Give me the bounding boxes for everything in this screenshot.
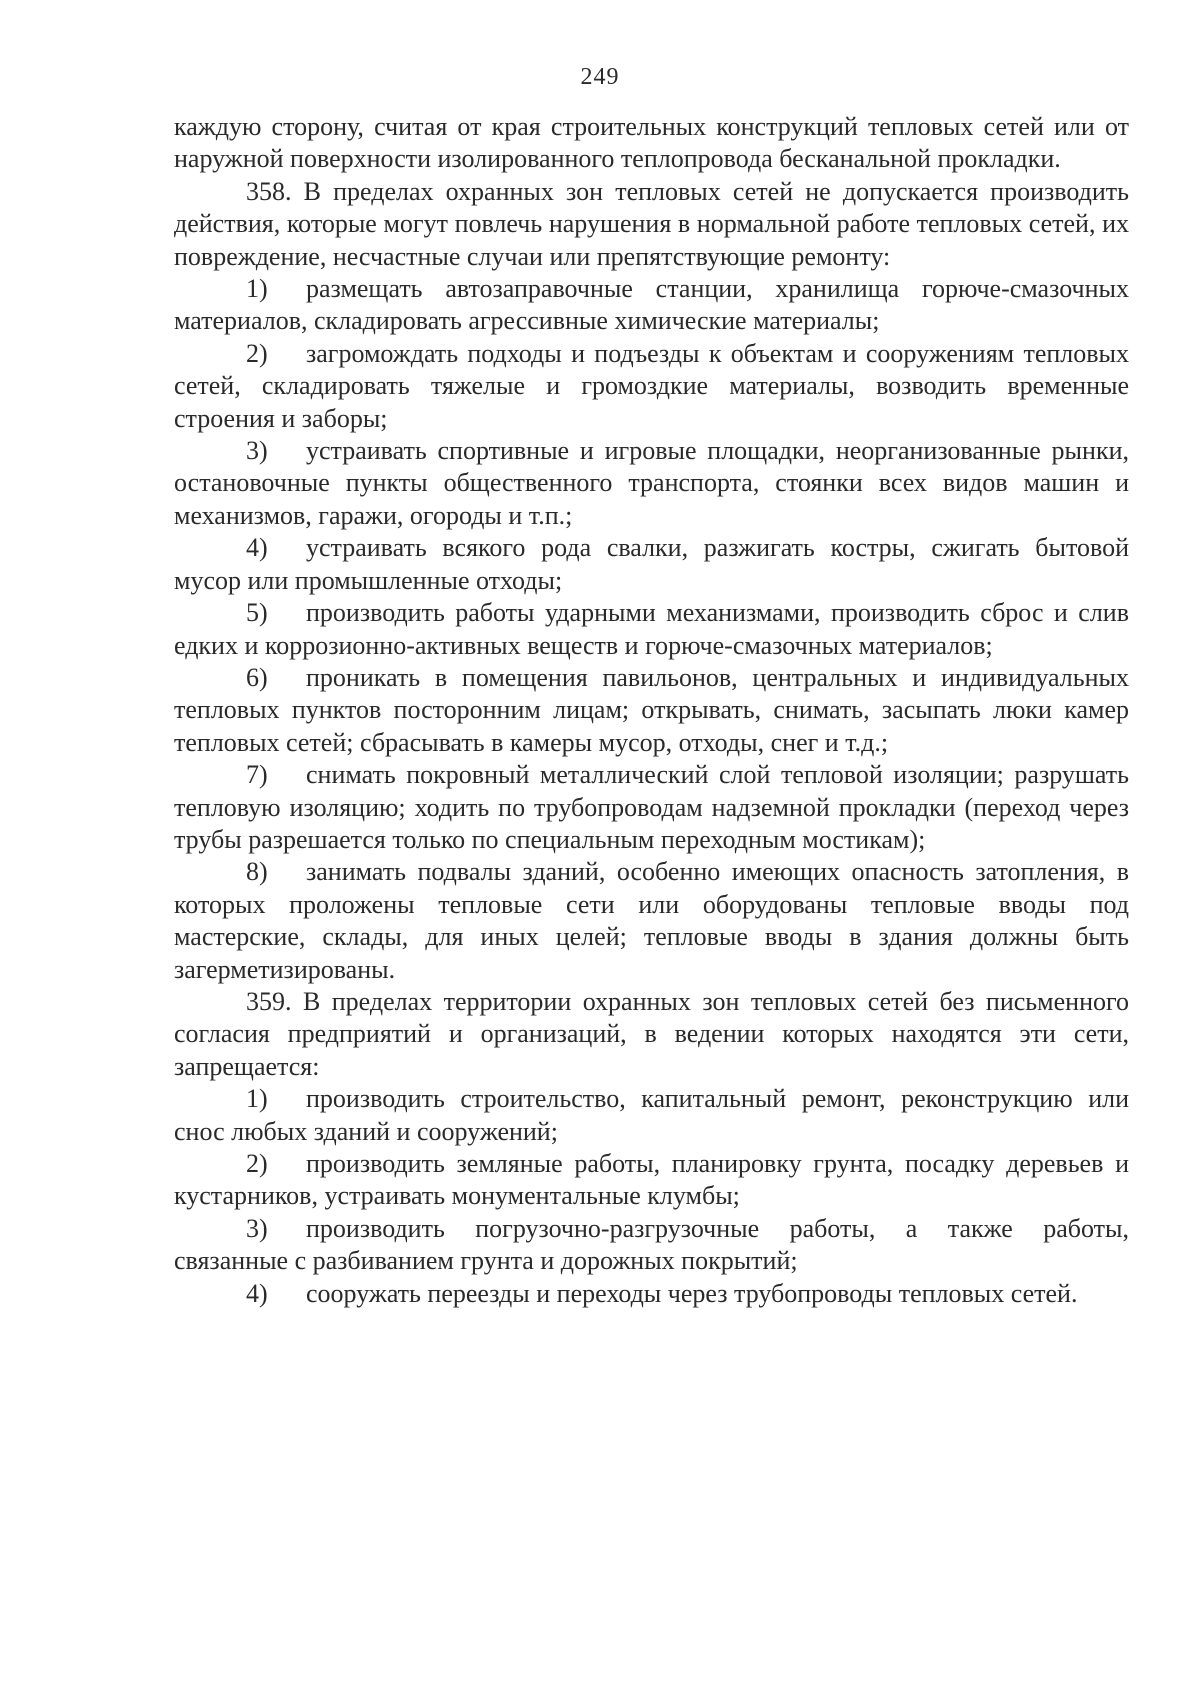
list-item-number: 5) (246, 598, 268, 628)
list-item-359-4 (174, 1278, 1129, 1310)
list-item-358-4 (174, 532, 1129, 597)
list-item-text: загромождать подходы и подъезды к объектам и сооружениям тепловых сетей, складировать тяжелые и громоздкие материалы, возводить временные строения и заборы; (174, 338, 1129, 433)
list-item-358-2 (174, 338, 1129, 435)
list-item-358-5 (174, 597, 1129, 662)
list-item-number: 3) (246, 1213, 268, 1243)
list-item-359-1 (174, 1083, 1129, 1148)
list-item-358-8 (174, 856, 1129, 986)
list-item-text: размещать автозаправочные станции, хранилища горюче-смазочных материалов, складировать агрессивные химические материалы; (174, 274, 1129, 336)
list-item-number: 7) (246, 760, 268, 790)
list-item-number: 4) (246, 533, 268, 563)
list-item-number: 4) (246, 1278, 268, 1308)
list-item-358-1 (174, 273, 1129, 338)
list-item-number: 1) (246, 1084, 268, 1114)
paragraph-text: 359. В пределах территории охранных зон тепловых сетей без письменного согласия предприятий и организаций, в ведении которых находятся эти сети, запрещается: (174, 986, 1129, 1081)
list-item-text: сооружать переезды и переходы через трубопроводы тепловых сетей. (306, 1278, 1078, 1308)
list-item-text: проникать в помещения павильонов, центральных и индивидуальных тепловых пунктов посторонним лицам; открывать, снимать, засыпать люки камер тепловых сетей; сбрасывать в камеры мусор, отходы, снег и т.д.; (174, 662, 1129, 757)
list-item-358-3 (174, 435, 1129, 532)
list-item-359-2 (174, 1148, 1129, 1213)
list-item-359-3 (174, 1213, 1129, 1278)
page-number: 249 (580, 64, 620, 90)
list-item-358-6 (174, 662, 1129, 759)
list-item-number: 8) (246, 857, 268, 887)
list-item-number: 6) (246, 662, 268, 692)
list-item-number: 2) (246, 1149, 268, 1178)
paragraph-358 (174, 176, 1129, 273)
list-item-text: устраивать всякого рода свалки, разжигать костры, сжигать бытовой мусор или промышленные отходы; (174, 533, 1129, 595)
list-item-text: производить работы ударными механизмами, производить сброс и слив едких и коррозионно-активных веществ и горюче-смазочных материалов; (174, 598, 1129, 660)
list-item-text: производить земляные работы, планировку грунта, посадку деревьев и кустарников, устраивать монументальные клумбы; (174, 1149, 1129, 1211)
paragraph-359 (174, 986, 1129, 1083)
list-item-text: производить строительство, капитальный ремонт, реконструкцию или снос любых зданий и сооружений; (174, 1084, 1129, 1146)
list-item-number: 1) (246, 274, 268, 304)
list-item-text: занимать подвалы зданий, особенно имеющих опасность затопления, в которых проложены тепловые сети или оборудованы тепловые вводы под мастерские, склады, для иных целей; тепловые вводы в здания должны быть загерметизированы. (174, 857, 1129, 984)
paragraph-text: 358. В пределах охранных зон тепловых сетей не допускается производить действия, которые могут повлечь нарушения в нормальной работе тепловых сетей, их повреждение, несчастные случаи или препятствующие ремонту: (174, 176, 1129, 271)
list-item-number: 2) (246, 338, 268, 368)
list-item-number: 3) (246, 436, 268, 466)
paragraph-continuation (174, 111, 1129, 176)
paragraph-text: каждую сторону, считая от края строительных конструкций тепловых сетей или от наружной поверхности изолированного теплопровода бесканальной прокладки. (174, 112, 1129, 174)
list-item-text: снимать покровный металлический слой тепловой изоляции; разрушать тепловую изоляцию; ходить по трубопроводам надземной прокладки (переход через трубы разрешается только по специальным переходным мостикам); (174, 760, 1129, 854)
list-item-text: устраивать спортивные и игровые площадки, неорганизованные рынки, остановочные пункты общественного транспорта, стоянки всех видов машин и механизмов, гаражи, огороды и т.п.; (174, 436, 1129, 530)
list-item-358-7 (174, 759, 1129, 856)
document-body (174, 111, 1129, 1310)
list-item-text: производить погрузочно-разгрузочные работы, а также работы, связанные с разбиванием грунта и дорожных покрытий; (174, 1213, 1129, 1276)
